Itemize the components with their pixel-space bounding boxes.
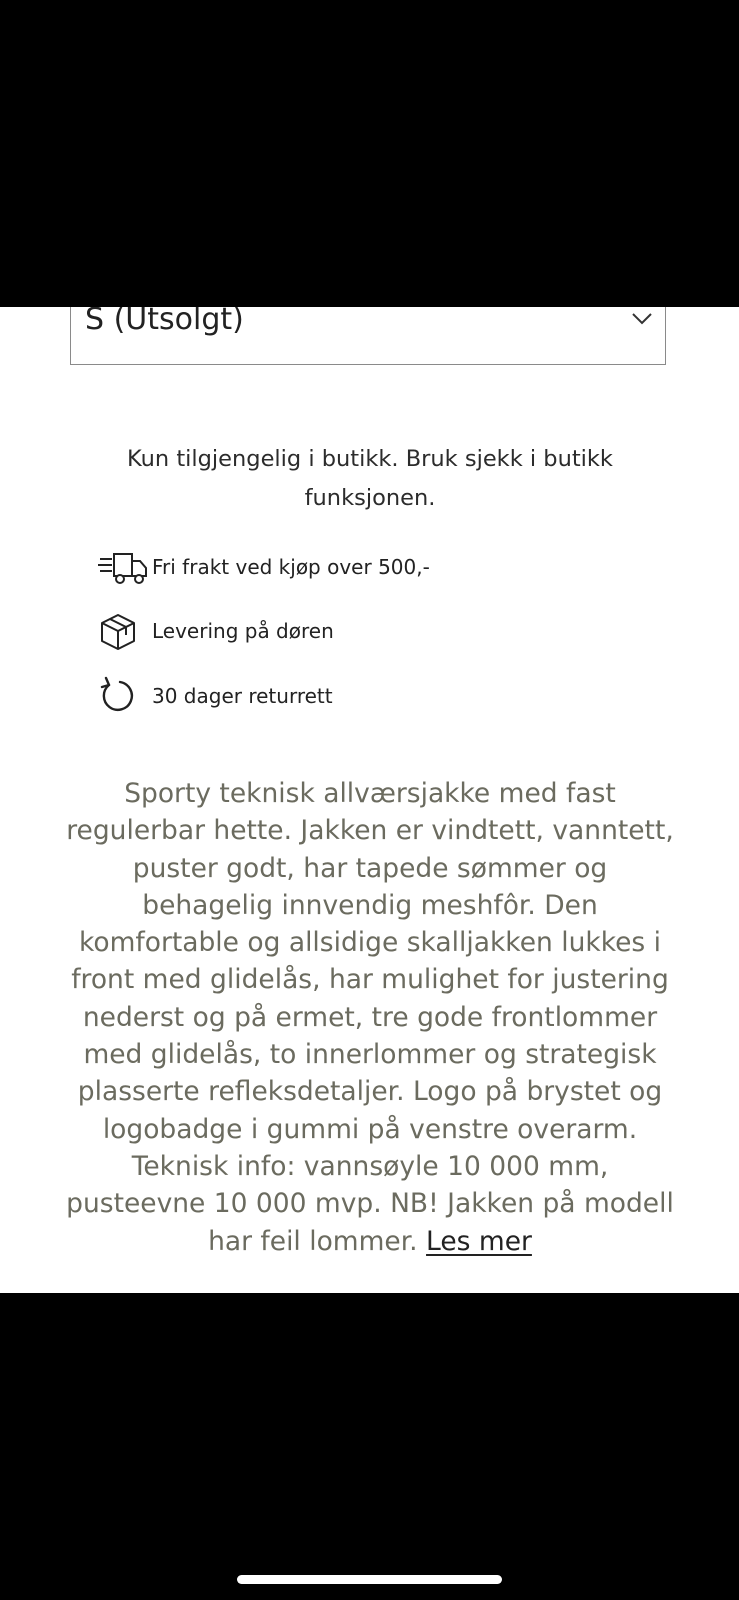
return-arrow-icon	[98, 676, 150, 716]
product-description	[64, 775, 676, 1260]
usp-return-policy	[98, 676, 333, 716]
product-details-panel	[0, 307, 739, 1293]
usp-door-delivery	[98, 611, 334, 651]
usp-free-shipping	[98, 547, 430, 587]
package-box-icon	[98, 611, 150, 651]
description-text: Sporty teknisk allværsjakke med fast regulerbar hette. Jakken er vindtett, vanntett, puster godt, har tapede sømmer og behagelig innvendig meshfôr. Den komfortable og allsidige skalljakken lukkes i front med glidelås, har mulighet for justering nederst og på ermet, tre gode frontlommer med glidelås, to innerlommer og strategisk plasserte refleksdetaljer. Logo på brystet og logobadge i gummi på venstre overarm. Teknisk info: vannsøyle 10 000 mm, pusteevne 10 000 mvp. NB! Jakken på modell har feil lommer.	[66, 778, 674, 1257]
usp-label: Levering på døren	[152, 619, 334, 643]
read-more-link[interactable]: Les mer	[426, 1225, 532, 1257]
home-indicator[interactable]	[237, 1575, 502, 1584]
usp-label: 30 dager returrett	[152, 684, 333, 708]
top-black-bar	[0, 0, 739, 307]
delivery-truck-icon	[98, 547, 150, 587]
size-select-value: S (Utsolgt)	[85, 307, 244, 337]
usp-label: Fri frakt ved kjøp over 500,-	[152, 555, 430, 579]
bottom-black-bar	[0, 1293, 739, 1600]
size-select[interactable]	[70, 307, 666, 365]
availability-notice: Kun tilgjengelig i butikk. Bruk sjekk i butikk funksjonen.	[127, 446, 613, 511]
chevron-down-icon	[631, 310, 653, 326]
